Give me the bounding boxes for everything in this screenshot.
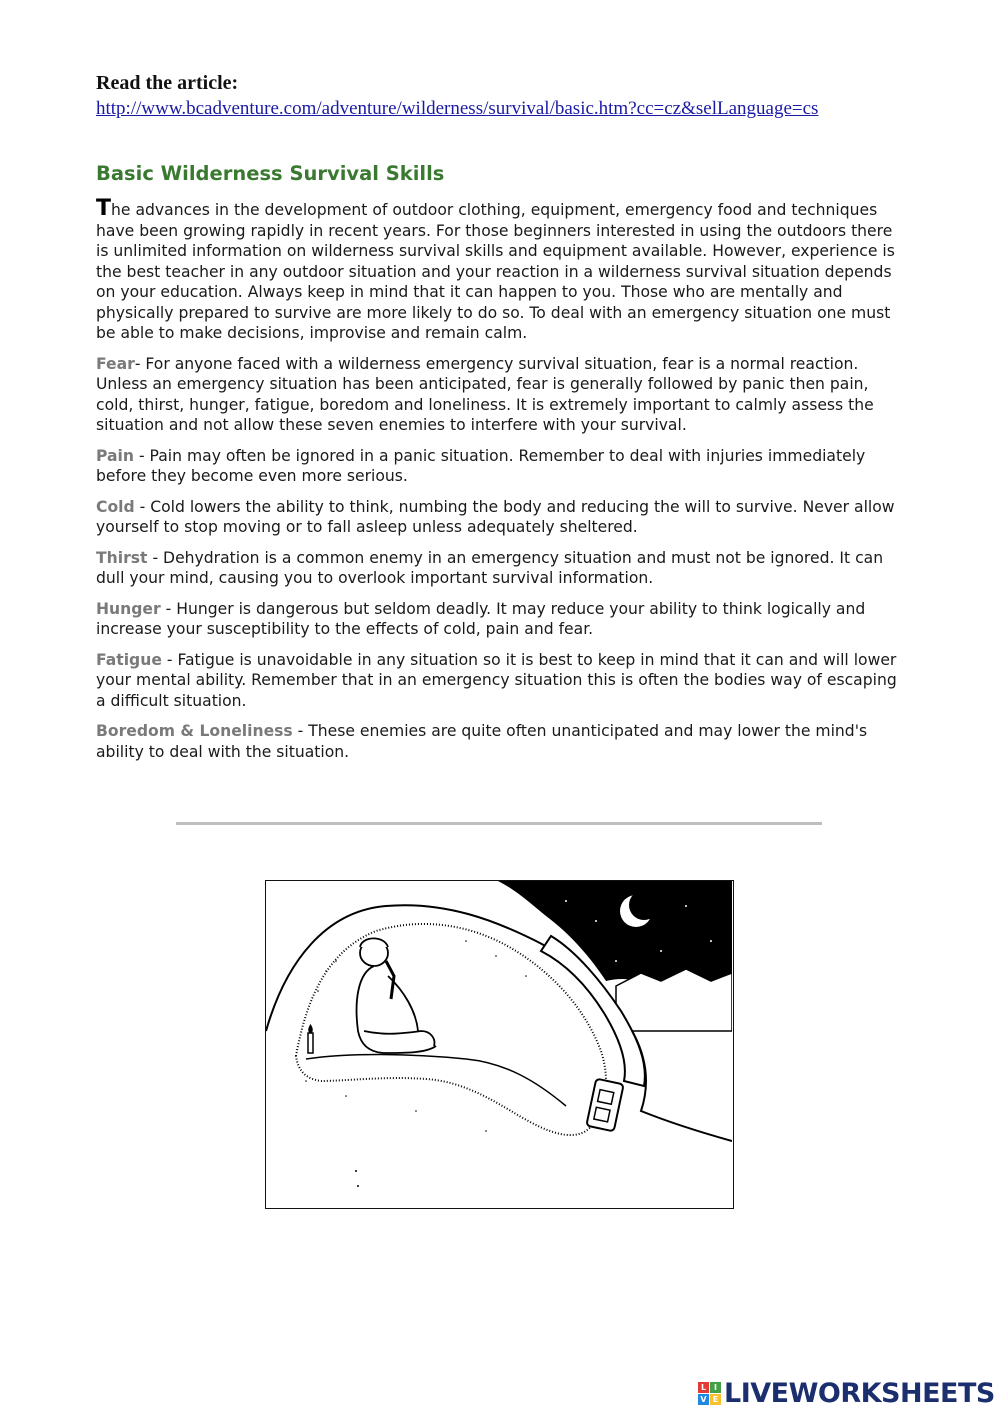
logo-text: LIVEWORKSHEETS xyxy=(724,1377,995,1409)
drop-cap: T xyxy=(96,196,112,221)
read-article-heading: Read the article: xyxy=(96,72,239,94)
section-text: - Fatigue is unavoidable in any situation so it is best to keep in mind that it can and will lower your mental ability. Remember that in an emergency situation this is often the bodies way of escaping a difficult situation. xyxy=(96,650,897,710)
section-text: - For anyone faced with a wilderness emergency survival situation, fear is a normal reaction. Unless an emergency situation has been anticipated, fear is generally followed by panic then pain, cold, thirst, hunger, fatigue, boredom and loneliness. It is extremely important to calmly assess the situation and not allow these seven enemies to interfere with your survival. xyxy=(96,354,874,434)
intro-text: he advances in the development of outdoor clothing, equipment, emergency food and techniques have been growing rapidly in recent years. For those beginners interested in using the outdoors there is unlimited information on wilderness survival skills and equipment available. However, experience is the best teacher in any outdoor situation and your reaction in a wilderness survival situation depends on your education. Always keep in mind that it can happen to you. Those who are mentally and physically prepared to survive are more likely to do so. To deal with an emergency situation one must be able to make decisions, improvise and remain calm. xyxy=(96,201,895,342)
intro-paragraph xyxy=(96,196,908,344)
section-text: - Cold lowers the ability to think, numbing the body and reducing the will to survive. Never allow yourself to stop moving or to fall asleep unless adequately sheltered. xyxy=(96,497,895,536)
section-term: Cold xyxy=(96,497,135,516)
section-boredom-loneliness xyxy=(96,721,908,762)
section-fear xyxy=(96,354,908,436)
section-term: Thirst xyxy=(96,548,148,567)
section-text: - Dehydration is a common enemy in an emergency situation and must not be ignored. It can dull your mind, causing you to overlook important survival information. xyxy=(96,548,884,587)
article-link[interactable]: http://www.bcadventure.com/adventure/wilderness/survival/basic.htm?cc=cz&selLanguage=cs xyxy=(96,98,819,119)
snow-cave-drawing xyxy=(266,881,732,1207)
snow-cave-illustration xyxy=(265,880,734,1209)
logo-block: L xyxy=(698,1382,709,1393)
section-text: - Hunger is dangerous but seldom deadly. It may reduce your ability to think logically and increase your susceptibility to the effects of cold, pain and fear. xyxy=(96,599,866,638)
section-pain xyxy=(96,446,908,487)
section-term: Fear xyxy=(96,354,135,373)
section-term: Pain xyxy=(96,446,134,465)
section-fatigue xyxy=(96,650,908,712)
article-title: Basic Wilderness Survival Skills xyxy=(96,162,445,185)
section-text: - Pain may often be ignored in a panic situation. Remember to deal with injuries immediately before they become even more serious. xyxy=(96,446,866,485)
logo-block: E xyxy=(710,1394,721,1405)
section-term: Boredom & Loneliness xyxy=(96,722,293,740)
article-body xyxy=(96,196,908,772)
horizontal-divider xyxy=(176,822,822,825)
candle-icon xyxy=(308,1024,313,1053)
section-text: - These enemies are quite often unanticipated and may lower the mind's ability to deal with the situation. xyxy=(96,722,868,761)
section-term: Hunger xyxy=(96,599,161,618)
section-cold xyxy=(96,497,908,538)
liveworksheets-logo xyxy=(698,1376,995,1410)
section-term: Fatigue xyxy=(96,650,162,669)
logo-block: V xyxy=(698,1394,709,1405)
section-thirst xyxy=(96,548,908,589)
section-hunger xyxy=(96,599,908,640)
logo-block: I xyxy=(710,1382,721,1393)
logo-blocks xyxy=(698,1382,721,1405)
